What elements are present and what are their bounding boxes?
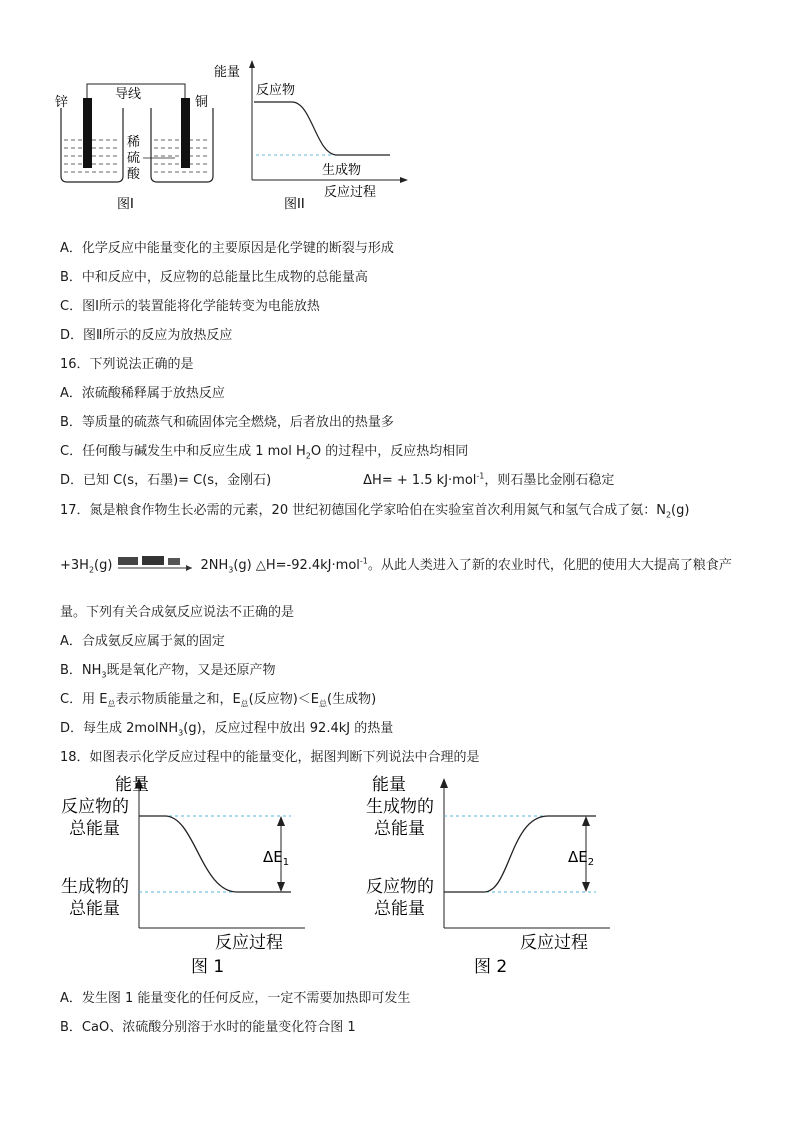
y-axis-arrow-icon bbox=[249, 60, 255, 68]
figure-energy-diagram-small bbox=[212, 56, 412, 216]
q15-option-b: B．中和反应中，反应物的总能量比生成物的总能量高 bbox=[60, 270, 368, 285]
q17-text: 17．氮是粮食作物生长必需的元素，20 世纪初德国化学家哈伯在实验室首次利用氮气和氢气合成了氨：N bbox=[60, 503, 666, 518]
top-level-label-1: 反应物的 bbox=[61, 797, 129, 817]
q17-subscript: 2 bbox=[665, 510, 672, 520]
q17-product-subscript: 3 bbox=[228, 565, 234, 575]
q17-text-continue: 。从此人类进入了新的农业时代，化肥的使用大大提高了粮食产 bbox=[367, 558, 732, 573]
zinc-label: 锌 bbox=[55, 95, 69, 110]
energy-curve bbox=[254, 102, 390, 155]
q15-option-a: A．化学反应中能量变化的主要原因是化学键的断裂与形成 bbox=[60, 241, 394, 256]
top-level-label-2: 总能量 bbox=[69, 819, 120, 839]
q18-stem: 18．如图表示化学反应过程中的能量变化，据图判断下列说法中合理的是 bbox=[60, 750, 480, 765]
figure-caption: 图I bbox=[117, 197, 134, 212]
x-axis-label: 反应过程 bbox=[520, 933, 588, 953]
q16-option-d bbox=[60, 472, 614, 490]
reaction-conditions-image bbox=[116, 555, 196, 569]
bottom-level-label-2: 总能量 bbox=[374, 899, 425, 919]
q17-c-text-3: (反应物)＜E bbox=[248, 692, 320, 707]
delta-e-label: $\Delta E_2$ bbox=[568, 848, 595, 868]
figure-caption: 图II bbox=[284, 197, 305, 212]
q16-option-c bbox=[60, 443, 468, 461]
q16-option-a: A．浓硫酸稀释属于放热反应 bbox=[60, 386, 225, 401]
acid-label-3: 酸 bbox=[127, 167, 141, 182]
x-axis-label: 反应过程 bbox=[324, 185, 377, 200]
q16-d-text-end: ，则石墨比金刚石稳定 bbox=[484, 473, 615, 488]
q17-option-d bbox=[60, 720, 393, 738]
wire-label: 导线 bbox=[115, 87, 142, 102]
q16-c-text: C．任何酸与碱发生中和反应生成 1 mol H bbox=[60, 444, 306, 459]
q17-stem-line-1 bbox=[60, 502, 689, 520]
delta-e-label: $\Delta E_1$ bbox=[263, 848, 290, 868]
figure-1-exothermic bbox=[55, 768, 315, 980]
product-label: 生成物 bbox=[322, 163, 362, 178]
acid-label-2: 硫 bbox=[127, 151, 141, 166]
y-axis-label: 能量 bbox=[372, 775, 406, 795]
copper-electrode bbox=[181, 98, 190, 168]
figure-galvanic-cell bbox=[55, 58, 215, 218]
figure-2-endothermic bbox=[360, 768, 620, 980]
q18-option-b: B．CaO、浓硫酸分别溶于水时的能量变化符合图 1 bbox=[60, 1020, 356, 1035]
q17-enthalpy: (g) △H=-92.4kJ·mol bbox=[233, 558, 360, 573]
q17-option-b bbox=[60, 662, 276, 680]
q17-b-subscript: 3 bbox=[101, 670, 107, 680]
q17-c-text-2: 表示物质能量之和，E bbox=[115, 692, 241, 707]
q17-superscript: -1 bbox=[359, 556, 368, 566]
q17-d-text-end: (g)，反应过程中放出 92.4kJ 的热量 bbox=[183, 721, 394, 736]
q17-c-subscript-3: 总 bbox=[319, 699, 328, 709]
q17-c-text: C．用 E bbox=[60, 692, 108, 707]
q17-reactant-state: (g) bbox=[94, 558, 113, 573]
q16-d-superscript: -1 bbox=[476, 471, 485, 481]
q17-d-text: D．每生成 2molNH bbox=[60, 721, 179, 736]
arrow-up-icon bbox=[582, 816, 590, 826]
q18-option-a: A．发生图 1 能量变化的任何反应，一定不需要加热即可发生 bbox=[60, 991, 411, 1006]
arrow-up-icon bbox=[277, 816, 285, 826]
q15-option-d: D．图Ⅱ所示的反应为放热反应 bbox=[60, 328, 233, 343]
q17-c-subscript-1: 总 bbox=[107, 699, 116, 709]
q15-option-c: C．图Ⅰ所示的装置能将化学能转变为电能放热 bbox=[60, 299, 320, 314]
acid-label-1: 稀 bbox=[127, 135, 141, 150]
figure-caption: 图 1 bbox=[191, 957, 225, 977]
q17-d-subscript: 3 bbox=[178, 728, 184, 738]
figure-caption: 图 2 bbox=[474, 957, 508, 977]
q17-stem-line-2 bbox=[60, 553, 732, 575]
q17-text-end: (g) bbox=[671, 503, 690, 518]
q17-b-text: B．NH bbox=[60, 663, 102, 678]
q17-c-subscript-2: 总 bbox=[240, 699, 249, 709]
q16-d-text: D．已知 C(s，石墨)= C(s，金刚石) bbox=[60, 473, 272, 488]
q17-c-text-4: (生成物) bbox=[327, 692, 377, 707]
arrow-down-icon bbox=[582, 882, 590, 892]
bottom-level-label-2: 总能量 bbox=[69, 899, 120, 919]
q17-product-text: 2NH bbox=[200, 558, 229, 573]
q16-c-subscript: 2 bbox=[305, 451, 311, 461]
q16-c-text-end: O 的过程中，反应热均相同 bbox=[310, 444, 469, 459]
copper-label: 铜 bbox=[195, 95, 209, 110]
top-level-label-1: 生成物的 bbox=[366, 797, 434, 817]
q17-reactant-subscript: 2 bbox=[88, 565, 95, 575]
y-axis-label: 能量 bbox=[115, 775, 149, 795]
q17-stem-line-3: 量。下列有关合成氨反应说法不正确的是 bbox=[60, 605, 295, 620]
reactant-label: 反应物 bbox=[256, 83, 296, 98]
x-axis-label: 反应过程 bbox=[215, 933, 283, 953]
q17-reactant-text: +3H bbox=[60, 558, 89, 573]
y-axis-label: 能量 bbox=[214, 65, 241, 80]
q17-option-a: A．合成氨反应属于氮的固定 bbox=[60, 634, 225, 649]
top-level-label-2: 总能量 bbox=[374, 819, 425, 839]
y-axis-arrow-icon bbox=[440, 778, 448, 788]
q16-stem: 16．下列说法正确的是 bbox=[60, 357, 194, 372]
q17-option-c bbox=[60, 691, 376, 709]
bottom-level-label-1: 反应物的 bbox=[366, 877, 434, 897]
q17-b-text-end: 既是氧化产物，又是还原产物 bbox=[106, 663, 276, 678]
x-axis-arrow-icon bbox=[400, 177, 408, 183]
zinc-electrode bbox=[83, 98, 92, 168]
arrow-down-icon bbox=[277, 882, 285, 892]
bottom-level-label-1: 生成物的 bbox=[61, 877, 129, 897]
q16-d-enthalpy: ΔH= + 1.5 kJ·mol bbox=[363, 473, 477, 488]
q16-option-b: B．等质量的硫蒸气和硫固体完全燃烧，后者放出的热量多 bbox=[60, 415, 394, 430]
